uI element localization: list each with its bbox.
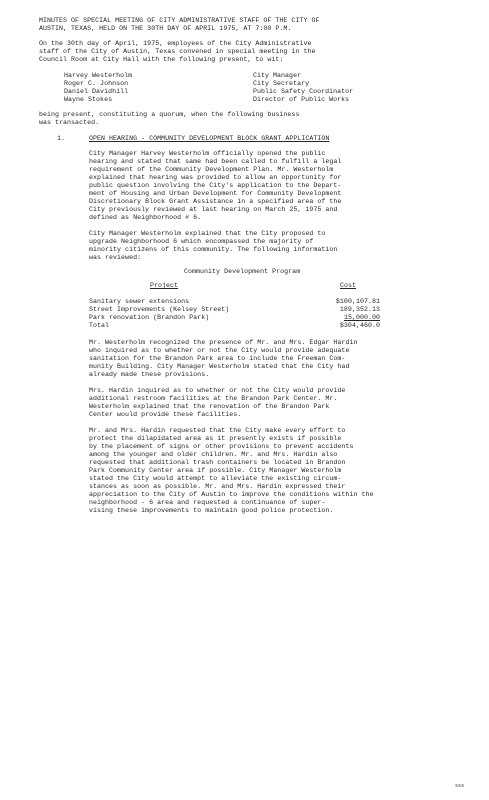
paragraph-line: sanitation for the Brandon Park area to include the Freeman Com-: [89, 355, 346, 362]
table-row-project: Park renovation (Brandon Park): [89, 314, 210, 321]
paragraph-line: who inquired as to whether or not the City would provide adequate: [89, 347, 350, 354]
paragraph-line: neighborhood - 6 area and requested a continuance of super-: [89, 499, 326, 506]
column-header-project: Project: [150, 282, 179, 289]
paragraph-line: Mr. Westerholm recognized the presence of Mr. and Mrs. Edgar Hardin: [89, 339, 358, 346]
attendee-title: Public Safety Coordinator: [253, 88, 354, 95]
table-title: Community Development Program: [184, 268, 301, 275]
attendee-title: City Manager: [253, 72, 302, 79]
table-total-label: Total: [89, 322, 110, 329]
attendee-title: Director of Public Works: [253, 96, 350, 103]
header-line-2: AUSTIN, TEXAS, HELD ON THE 30TH DAY OF APRIL 1975, AT 7:00 P.M.: [39, 25, 292, 32]
quorum-line-1: being present, constituting a quorum, when the following business: [39, 111, 300, 118]
paragraph-line: Park Community Center area if possible. City Manager Westerholm: [89, 467, 342, 474]
paragraph-line: was reviewed:: [89, 254, 142, 261]
paragraph-line: Mrs. Hardin inquired as to whether or not the City would provide: [89, 387, 346, 394]
paragraph-line: Westerholm explained that the renovation of the Brandon Park: [89, 403, 330, 410]
paragraph-line: minority citizens of this community. The following information: [89, 246, 338, 253]
item-number: 1.: [57, 135, 66, 142]
item-heading: OPEN HEARING - COMMUNITY DEVELOPMENT BLOCK GRANT APPLICATION: [89, 135, 330, 142]
attendee-name: Wayne Stokes: [64, 96, 113, 103]
paragraph-line: munity Building. City Manager Westerholm stated that the City had: [89, 363, 350, 370]
paragraph-line: stances as soon as possible. Mr. and Mrs. Hardin expressed their: [89, 483, 346, 490]
paragraph-line: appreciation to the City of Austin to improve the conditions within the: [89, 491, 374, 498]
paragraph-line: defined as Neighborhood # 6.: [89, 214, 202, 221]
paragraph-line: among the younger and older children. Mr. and Mrs. Hardin also: [89, 451, 338, 458]
intro-line-3: Council Room at City Hall with the following present, to wit:: [39, 56, 284, 63]
paragraph-line: additional restroom facilities at the Brandon Park Center. Mr.: [89, 395, 338, 402]
paragraph-line: ment of Housing and Urban Development for Community Development: [89, 190, 342, 197]
table-total-cost: $304,460.0: [339, 322, 380, 329]
table-row-project: Street Improvements (Kelsey Street): [89, 306, 230, 313]
table-row-cost: 15,000.00: [343, 314, 380, 321]
paragraph-line: vising these improvements to maintain good police protection.: [89, 507, 334, 514]
paragraph-line: Mr. and Mrs. Hardin requested that the City make every effort to: [89, 427, 346, 434]
paragraph-line: Center would provide these facilities.: [89, 411, 242, 418]
table-row-cost: 189,352.13: [339, 306, 380, 313]
paragraph-line: public question involving the City's application to the Depart-: [89, 182, 342, 189]
quorum-line-2: was transacted.: [39, 119, 100, 126]
header-line-1: MINUTES OF SPECIAL MEETING OF CITY ADMINISTRATIVE STAFF OF THE CITY OF: [39, 17, 320, 24]
paragraph-line: requirement of the Community Development Plan. Mr. Westerholm: [89, 166, 334, 173]
paragraph-line: hearing and stated that same had been called to fulfill a legal: [89, 158, 342, 165]
paragraph-line: City Manager Westerholm explained that the City proposed to: [89, 230, 326, 237]
paragraph-line: protect the dilapidated area as it presently exists if possible: [89, 435, 342, 442]
paragraph-line: requested that additional trash containers be located in Brandon: [89, 459, 346, 466]
table-row-project: Sanitary sewer extensions: [89, 298, 190, 305]
paragraph-line: Discretionary Block Grant Assistance in a specified area of the: [89, 198, 342, 205]
intro-line-2: staff of the City of Austin, Texas convened in special meeting in the: [39, 48, 316, 55]
attendee-name: Roger C. Johnson: [64, 80, 129, 87]
paragraph-line: stated the City would attempt to alleviate the existing circum-: [89, 475, 342, 482]
paragraph-line: already made these provisions.: [89, 371, 210, 378]
paragraph-line: explained that hearing was provided to allow an opportunity for: [89, 174, 342, 181]
paragraph-line: upgrade Neighborhood 6 which encompassed the majority of: [89, 238, 314, 245]
attendee-name: Harvey Westerholm: [64, 72, 133, 79]
paragraph-line: City Manager Harvey Westerholm officially opened the public: [89, 150, 326, 157]
attendee-title: City Secretary: [253, 80, 310, 87]
table-row-cost: $100,107.81: [335, 298, 380, 305]
attendee-name: Daniel Davidhill: [64, 88, 129, 95]
paragraph-line: City previously reviewed at last hearing on March 25, 1975 and: [89, 206, 338, 213]
paragraph-line: by the placement of signs or other provisions to prevent accidents: [89, 443, 354, 450]
column-header-cost: Cost: [340, 282, 357, 289]
intro-line-1: On the 30th day of April, 1975, employees of the City Administrative: [39, 40, 312, 47]
footer-mark: sss: [455, 783, 465, 789]
